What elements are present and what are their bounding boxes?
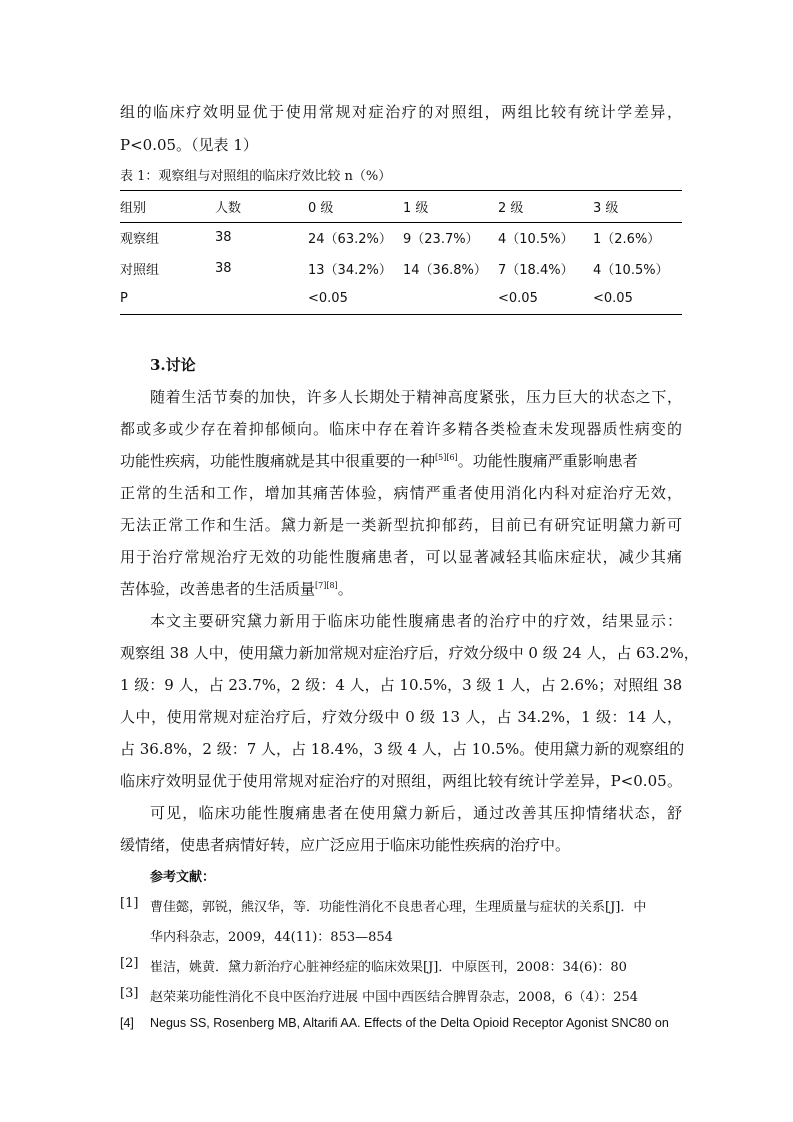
table-cell: 4（10.5%）: [593, 262, 669, 278]
table-cell: 对照组: [120, 262, 160, 278]
table-cell: 1（2.6%）: [593, 232, 661, 248]
reference-text: 曹佳懿，郭锐，熊汉华，等．功能性消化不良患者心理，生理质量与症状的关系[J]．中: [150, 900, 647, 915]
table-cell: [215, 284, 308, 315]
results-table: [120, 190, 682, 315]
paragraph-line: 本文主要研究黛力新用于临床功能性腹痛患者的治疗中的疗效，结果显示：: [150, 612, 682, 630]
table-header-cell: 1 级: [403, 191, 498, 223]
paragraph-line: 无法正常工作和生活。黛力新是一类新型抗抑郁药，目前已有研究证明黛力新可: [120, 516, 682, 534]
citation: [5][6]: [435, 453, 458, 462]
paragraph-line: 1 级：9 人，占 23.7%，2 级：4 人，占 10.5%，3 级 1 人，占 2.6%；对照组 38: [120, 676, 683, 694]
table-header-cell: 0 级: [308, 191, 403, 223]
table-header-cell: 人数: [215, 191, 308, 223]
paragraph-line: 可见，临床功能性腹痛患者在使用黛力新后，通过改善其压抑情绪状态，舒: [150, 804, 682, 822]
table-cell: 7（18.4%）: [498, 262, 574, 278]
table-cell: P: [120, 291, 128, 307]
paragraph-line: P<0.05。（见表 1）: [120, 136, 258, 154]
table-cell: 14（36.8%）: [403, 262, 487, 278]
paragraph-line: 人中，使用常规对症治疗后，疗效分级中 0 级 13 人，占 34.2%，1 级：14 人，: [120, 708, 682, 726]
paragraph-line: 用于治疗常规治疗无效的功能性腹痛患者，可以显著减轻其临床症状，减少其痛: [120, 548, 682, 566]
table-cell: <0.05: [308, 291, 348, 307]
table-header-cell: 3 级: [593, 191, 682, 223]
paragraph-line: 临床疗效明显优于使用常规对症治疗的对照组，两组比较有统计学差异，P<0.05。: [120, 772, 682, 790]
table-cell: [403, 284, 498, 315]
table-cell: <0.05: [593, 291, 633, 307]
paragraph-line: 观察组 38 人中，使用黛力新加常规对症治疗后，疗效分级中 0 级 24 人，占 63.2%，: [120, 644, 699, 662]
text-run: 苦体验，改善患者的生活质量: [120, 580, 316, 598]
table-cell: 24（63.2%）: [308, 232, 392, 248]
text-run: 。: [337, 580, 353, 598]
section-heading: 3.讨论: [150, 356, 196, 374]
table-header-cell: 2 级: [498, 191, 593, 223]
table-header-row: [120, 191, 682, 223]
paragraph-line: [120, 450, 682, 471]
table-caption: 表 1：观察组与对照组的临床疗效比较 n（%）: [120, 169, 392, 184]
table-cell: <0.05: [498, 291, 538, 307]
table-header-cell: 组别: [120, 191, 215, 223]
reference-text: 崔洁，姚黄．黛力新治疗心脏神经症的临床效果[J]．中原医刊，2008：34(6)：80: [150, 960, 627, 975]
text-run: 功能性疾病，功能性腹痛就是其中很重要的一种: [120, 452, 436, 470]
paragraph-line: 占 36.8%，2 级：7 人，占 18.4%，3 级 4 人，占 10.5%。使用黛力新的观察组的: [120, 740, 685, 758]
text-run: 。功能性腹痛严重影响患者: [457, 452, 638, 470]
paragraph-line: 组的临床疗效明显优于使用常规对症治疗的对照组，两组比较有统计学差异，: [120, 103, 682, 121]
paragraph-line: 都或多或少存在着抑郁倾向。临床中存在着许多精各类检查未发现器质性病变的: [120, 420, 682, 438]
table-cell: 9（23.7%）: [403, 232, 479, 248]
reference-text: 赵荣莱功能性消化不良中医治疗进展 中国中西医结合脾胃杂志，2008，6（4）：254: [150, 990, 639, 1005]
paragraph-line: 正常的生活和工作，增加其痛苦体验，病情严重者使用消化内科对症治疗无效，: [120, 484, 682, 502]
reference-number: [1]: [120, 896, 139, 911]
table-row: [120, 222, 682, 253]
table-cell: 13（34.2%）: [308, 262, 392, 278]
table-row: [120, 284, 682, 315]
reference-text: 华内科杂志，2009，44(11)：853—854: [150, 930, 393, 945]
reference-number: [2]: [120, 956, 139, 971]
table-row: [120, 253, 682, 284]
table-cell: 38: [215, 260, 232, 276]
references-heading: 参考文献：: [150, 870, 216, 885]
table-cell: 4（10.5%）: [498, 232, 574, 248]
table-cell: 38: [215, 230, 232, 246]
paragraph-line: 随着生活节奏的加快，许多人长期处于精神高度紧张，压力巨大的状态之下，: [150, 388, 682, 406]
paragraph-line: 缓情绪，使患者病情好转，应广泛应用于临床功能性疾病的治疗中。: [120, 836, 571, 854]
table-cell: 观察组: [120, 232, 160, 248]
reference-text: Negus SS, Rosenberg MB, Altarifi AA. Effects of the Delta Opioid Receptor Agonist SNC80 on: [150, 1016, 669, 1030]
reference-number: [4]: [120, 1016, 134, 1030]
reference-number: [3]: [120, 986, 139, 1001]
citation: [7][8]: [315, 581, 338, 590]
paragraph-line: [120, 578, 682, 599]
